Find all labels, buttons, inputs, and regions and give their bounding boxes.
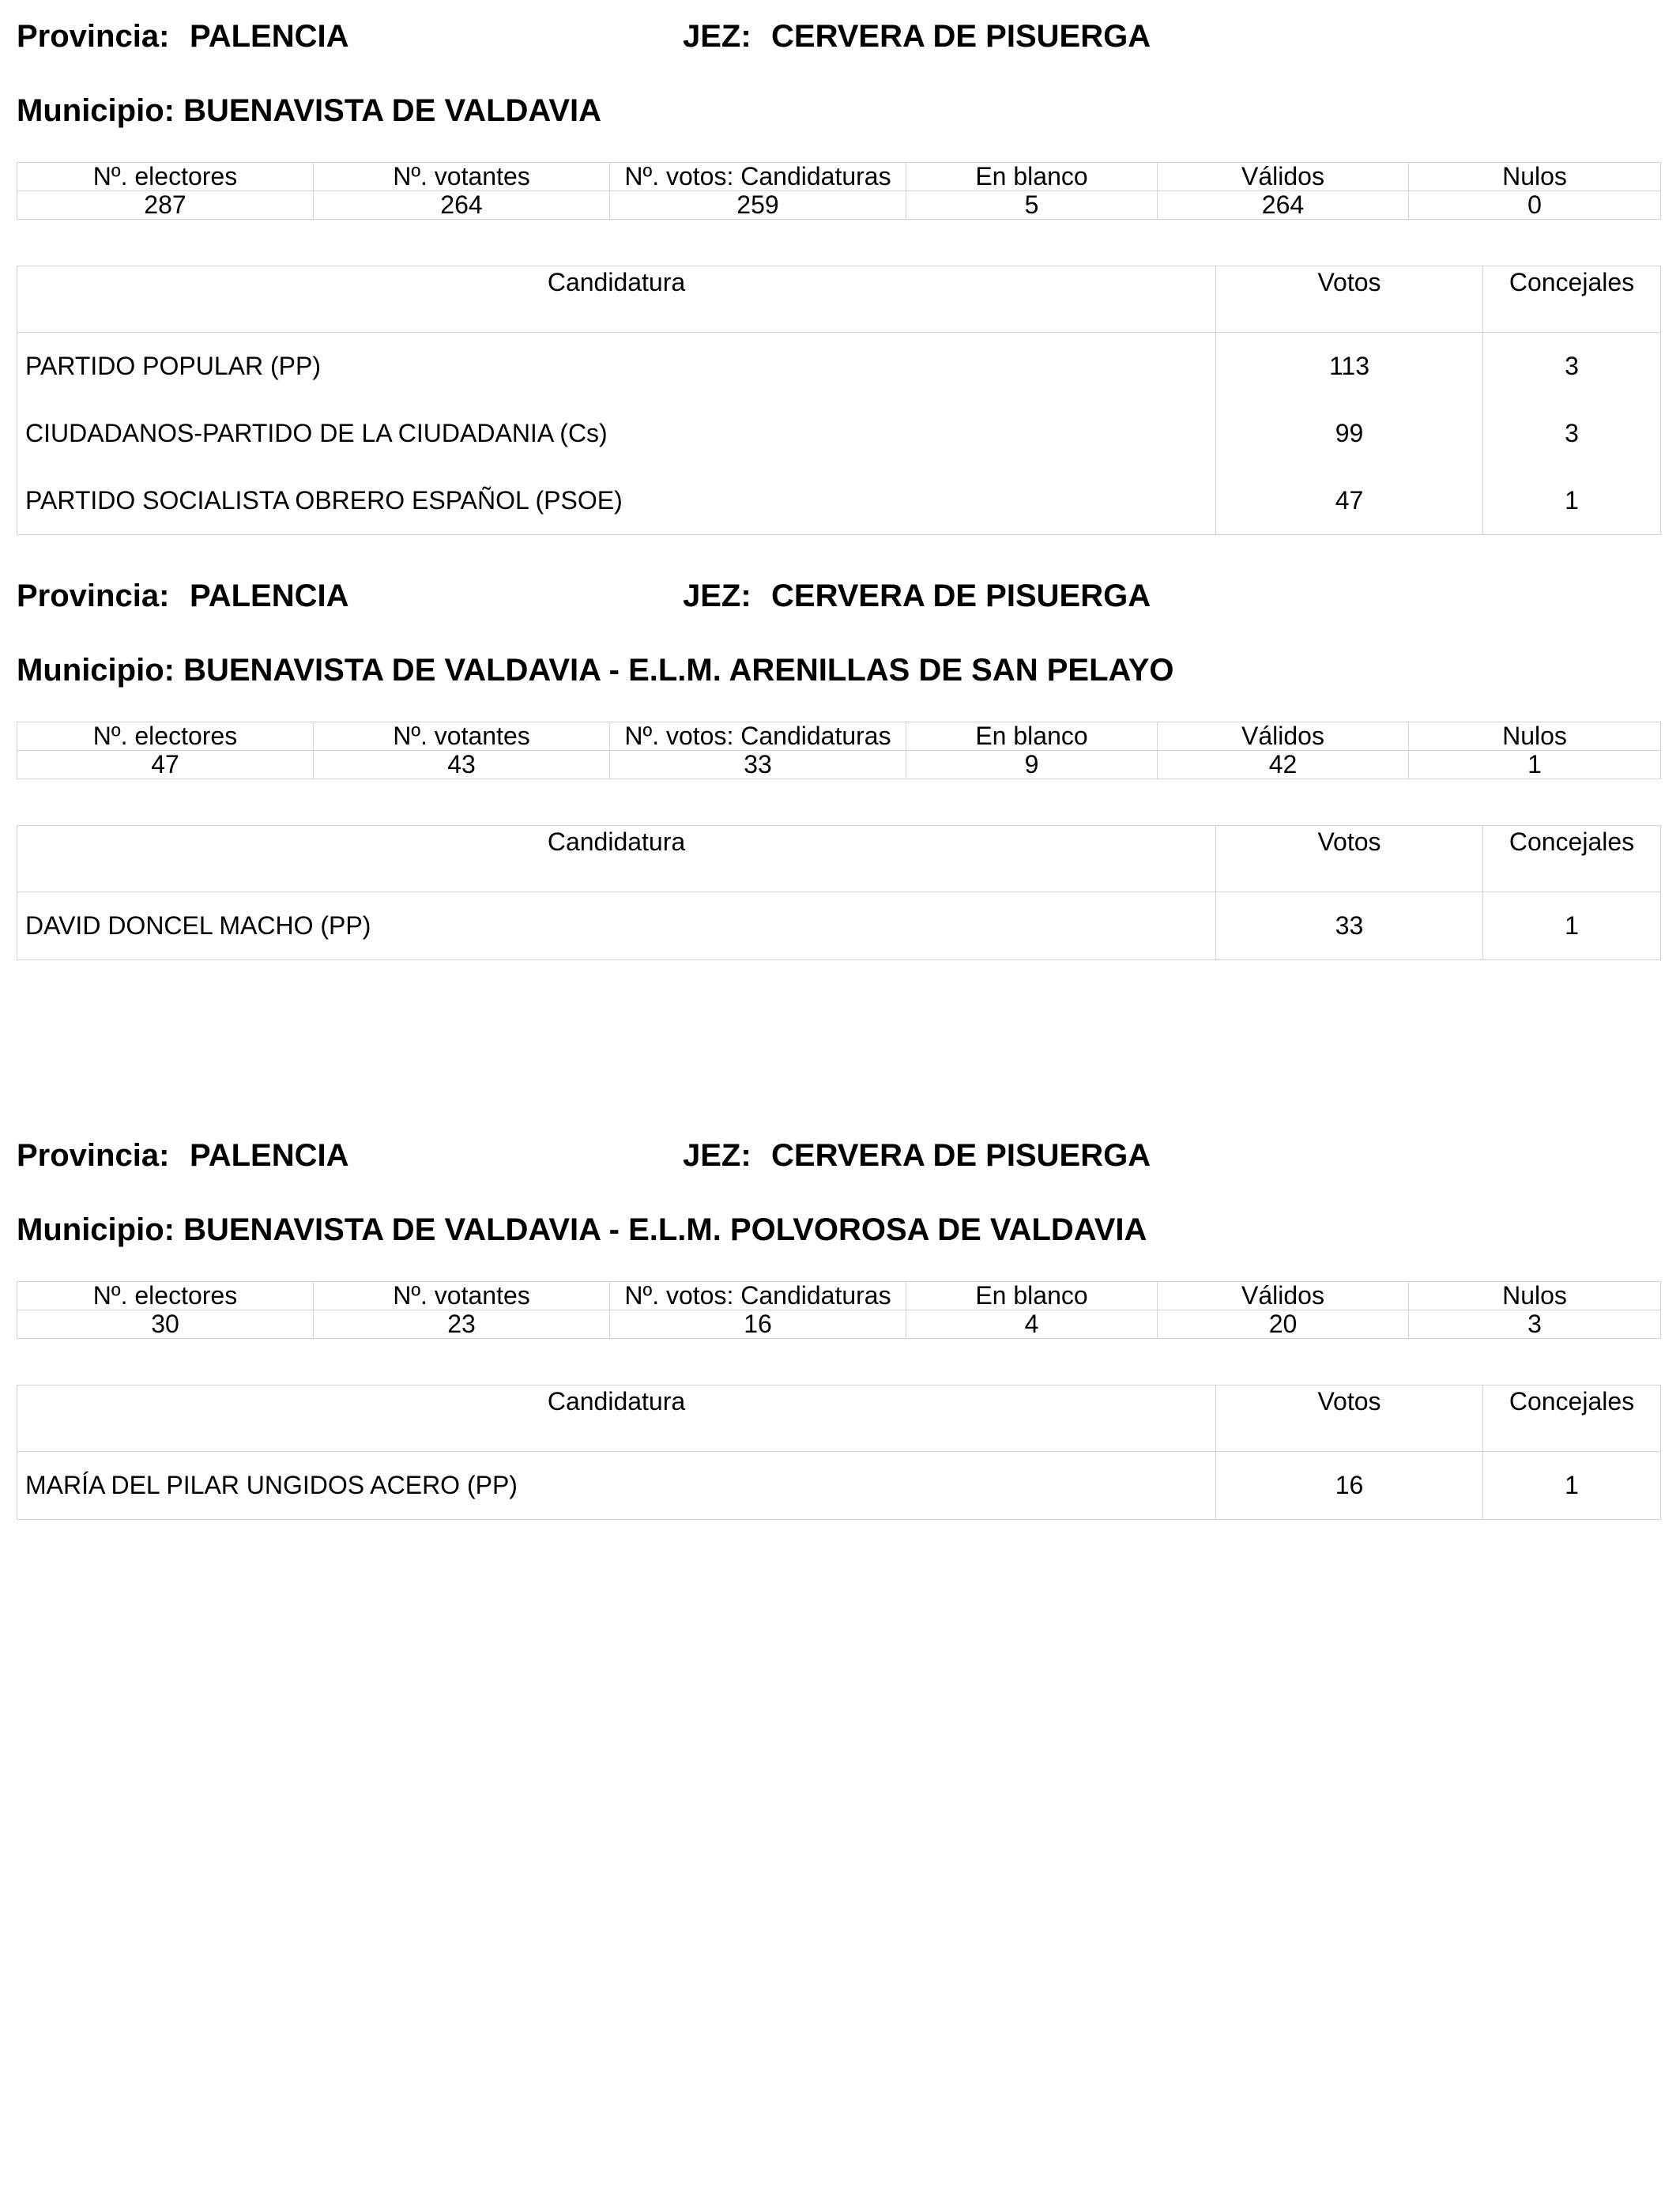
stats-table (17, 1281, 1661, 1339)
stats-table (17, 162, 1661, 220)
stats-value-cell: 264 (314, 191, 610, 220)
jez-value: CERVERA DE PISUERGA (771, 579, 1151, 613)
stats-value-cell: 9 (906, 751, 1158, 779)
jez-label: JEZ: (683, 579, 751, 613)
candidate-concejales: 1 (1565, 1471, 1579, 1499)
stats-value-cell: 20 (1158, 1310, 1409, 1339)
candidate-name: DAVID DONCEL MACHO (PP) (17, 892, 1216, 960)
provincia-label: Provincia: (17, 579, 170, 613)
stats-header-cell: Nº. votantes (314, 722, 610, 751)
stats-header-cell: En blanco (906, 163, 1158, 191)
concejales-header: Concejales (1483, 266, 1661, 333)
stats-header-cell: Nº. electores (17, 722, 314, 751)
municipio-label: Municipio: (17, 653, 175, 688)
stats-value-cell: 259 (610, 191, 906, 220)
municipio-label: Municipio: (17, 93, 175, 128)
municipio-value: BUENAVISTA DE VALDAVIA (183, 93, 601, 128)
provincia-value: PALENCIA (190, 579, 349, 613)
stats-header-cell: Válidos (1158, 1282, 1409, 1310)
stats-value-row (17, 191, 1661, 220)
candidate-name: PARTIDO SOCIALISTA OBRERO ESPAÑOL (PSOE) (17, 467, 1216, 535)
stats-value-cell: 33 (610, 751, 906, 779)
candidate-concejales: 3 (1565, 419, 1579, 447)
municipio-heading (17, 1211, 1147, 1249)
jez-label: JEZ: (683, 19, 751, 54)
candidates-header-row (17, 826, 1661, 892)
stats-header-cell: Nulos (1409, 1282, 1661, 1310)
votos-header: Votos (1216, 266, 1483, 333)
stats-value-row (17, 1310, 1661, 1339)
candidate-row (17, 1452, 1661, 1520)
votos-header: Votos (1216, 826, 1483, 892)
stats-value-row (17, 751, 1661, 779)
stats-value-cell: 4 (906, 1310, 1158, 1339)
stats-header-cell: Válidos (1158, 163, 1409, 191)
stats-header-row (17, 722, 1661, 751)
stats-header-cell: Nº. votantes (314, 163, 610, 191)
stats-header-cell: Nº. votantes (314, 1282, 610, 1310)
results-section (17, 1137, 1660, 1690)
candidates-header-row (17, 1385, 1661, 1452)
municipio-value: BUENAVISTA DE VALDAVIA - E.L.M. POLVOROSA DE VALDAVIA (183, 1212, 1147, 1247)
candidate-name: PARTIDO POPULAR (PP) (17, 333, 1216, 401)
stats-value-cell: 42 (1158, 751, 1409, 779)
candidates-table (17, 266, 1661, 535)
jez-label: JEZ: (683, 1138, 751, 1173)
stats-value-cell: 16 (610, 1310, 906, 1339)
stats-value-cell: 23 (314, 1310, 610, 1339)
stats-value-cell: 43 (314, 751, 610, 779)
candidate-name: CIUDADANOS-PARTIDO DE LA CIUDADANIA (Cs) (17, 400, 1216, 467)
candidatura-header: Candidatura (17, 826, 1216, 892)
stats-header-cell: Nº. electores (17, 163, 314, 191)
stats-header-cell: Válidos (1158, 722, 1409, 751)
stats-value-cell: 1 (1409, 751, 1661, 779)
municipio-heading (17, 651, 1174, 689)
stats-value-cell: 47 (17, 751, 314, 779)
municipio-value: BUENAVISTA DE VALDAVIA - E.L.M. ARENILLAS DE SAN PELAYO (183, 653, 1174, 688)
stats-header-cell: Nulos (1409, 163, 1661, 191)
provincia-value: PALENCIA (190, 1138, 349, 1173)
candidate-name: MARÍA DEL PILAR UNGIDOS ACERO (PP) (17, 1452, 1216, 1520)
candidate-votos: 47 (1216, 467, 1483, 535)
candidates-table (17, 1385, 1661, 1520)
candidate-row (17, 892, 1661, 960)
results-section (17, 17, 1660, 571)
stats-value-cell: 0 (1409, 191, 1661, 220)
candidate-concejales: 3 (1565, 352, 1579, 380)
stats-header-cell: Nº. votos: Candidaturas (610, 1282, 906, 1310)
stats-table (17, 722, 1661, 779)
stats-value-cell: 264 (1158, 191, 1409, 220)
provincia-label: Provincia: (17, 1138, 170, 1173)
stats-header-cell: Nº. votos: Candidaturas (610, 163, 906, 191)
candidate-concejales: 1 (1565, 911, 1579, 940)
stats-header-cell: En blanco (906, 722, 1158, 751)
candidate-votos: 99 (1216, 400, 1483, 467)
municipio-label: Municipio: (17, 1212, 175, 1247)
jez-value: CERVERA DE PISUERGA (771, 1138, 1151, 1173)
stats-header-row (17, 1282, 1661, 1310)
stats-header-cell: Nulos (1409, 722, 1661, 751)
candidate-votos: 113 (1216, 333, 1483, 401)
stats-header-row (17, 163, 1661, 191)
candidate-row (17, 400, 1661, 467)
stats-header-cell: Nº. electores (17, 1282, 314, 1310)
stats-header-cell: En blanco (906, 1282, 1158, 1310)
stats-value-cell: 5 (906, 191, 1158, 220)
candidatura-header: Candidatura (17, 266, 1216, 333)
stats-value-cell: 287 (17, 191, 314, 220)
provincia-value: PALENCIA (190, 19, 349, 54)
candidates-table (17, 825, 1661, 960)
jez-value: CERVERA DE PISUERGA (771, 19, 1151, 54)
stats-header-cell: Nº. votos: Candidaturas (610, 722, 906, 751)
results-section (17, 577, 1660, 1130)
provincia-label: Provincia: (17, 19, 170, 54)
candidate-votos: 33 (1216, 892, 1483, 960)
candidate-row (17, 333, 1661, 401)
municipio-heading (17, 92, 601, 130)
candidates-header-row (17, 266, 1661, 333)
candidate-votos: 16 (1216, 1452, 1483, 1520)
candidate-row (17, 467, 1661, 535)
votos-header: Votos (1216, 1385, 1483, 1452)
concejales-header: Concejales (1483, 1385, 1661, 1452)
concejales-header: Concejales (1483, 826, 1661, 892)
stats-value-cell: 30 (17, 1310, 314, 1339)
stats-value-cell: 3 (1409, 1310, 1661, 1339)
candidatura-header: Candidatura (17, 1385, 1216, 1452)
candidate-concejales: 1 (1565, 486, 1579, 515)
